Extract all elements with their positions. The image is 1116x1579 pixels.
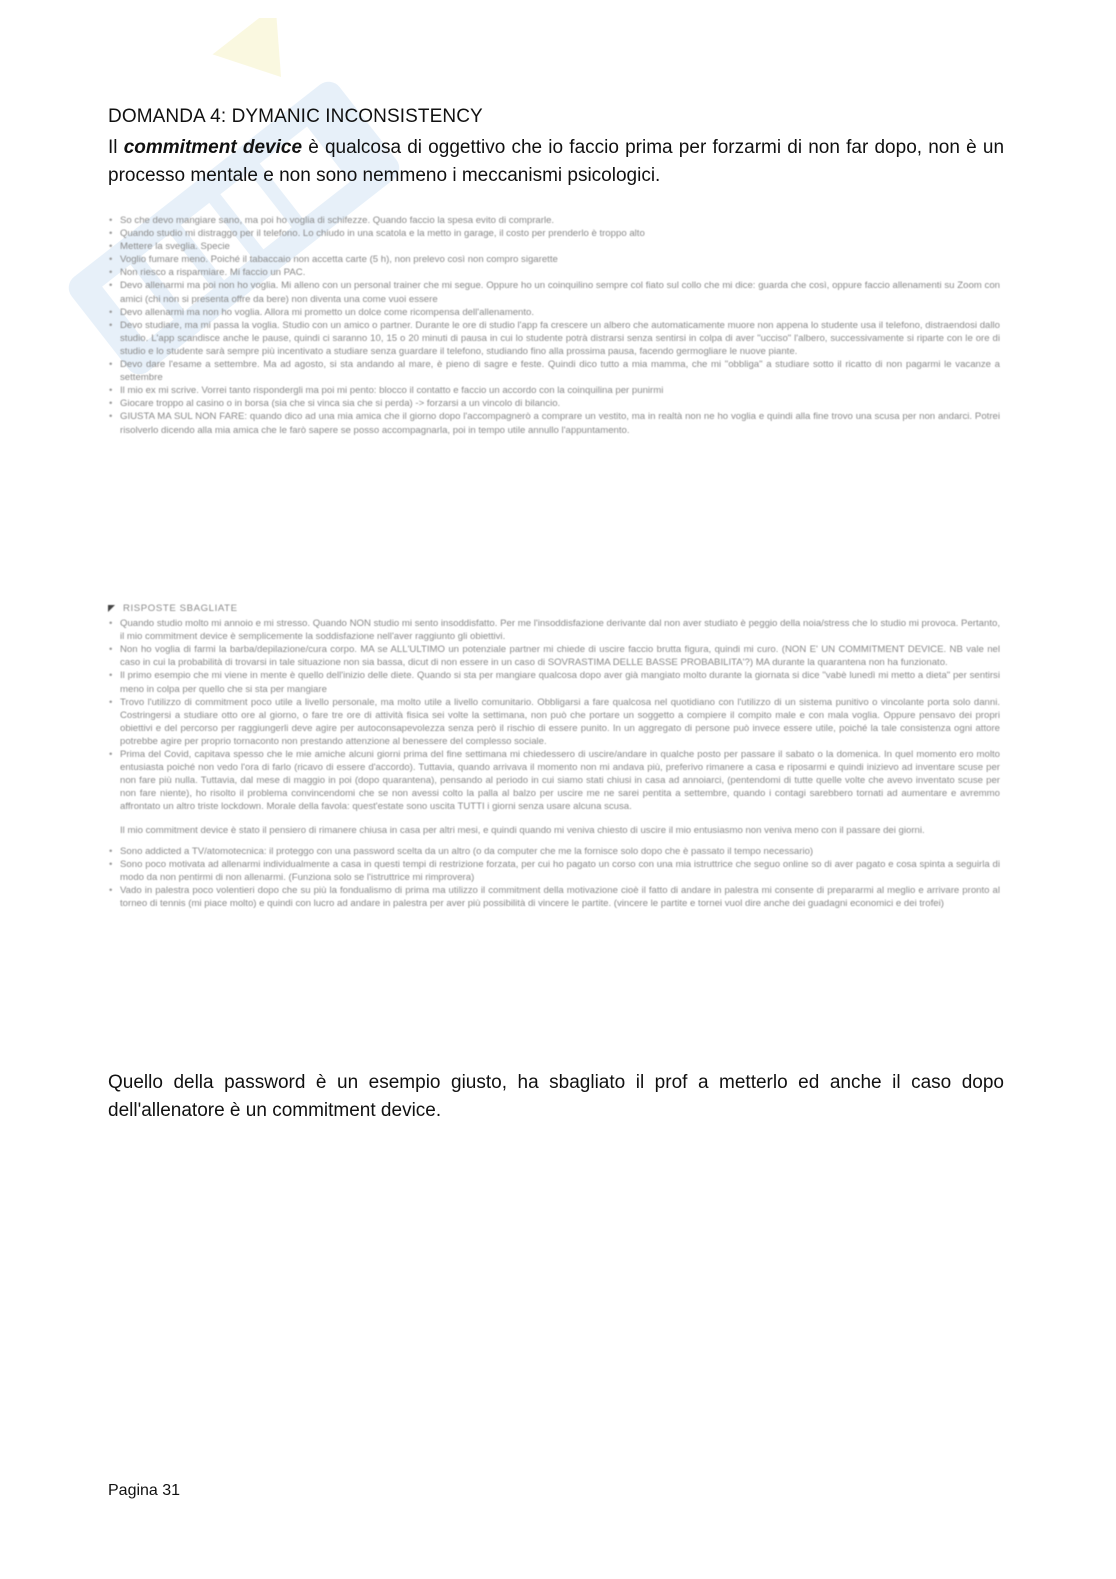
list-item: • Il primo esempio che mi viene in mente è quello dell'inizio delle diete. Quando si sta per mangiare qualcosa dopo aver già mangiato molto durante la giornata si dice "vabè lunedì mi metto a dieta" per sentirsi meno in colpa per quello che si sta per mangiare: [120, 669, 1000, 695]
page-heading: DOMANDA 4: DYMANIC INCONSISTENCY: [108, 106, 483, 127]
list-item: • So che devo mangiare sano, ma poi ho voglia di schifezze. Quando faccio la spesa evito di comprarle.: [120, 214, 1000, 227]
intro-paragraph: [108, 134, 1004, 190]
wrong-answers-label: [108, 602, 1000, 615]
list-item: • Quando studio mi distraggo per il telefono. Lo chiudo in una scatola e la metto in garage, il costo per prenderlo è troppo alto: [120, 227, 1000, 240]
scanned-examples-block: [108, 214, 1000, 437]
list-item: • Quando studio molto mi annoio e mi stresso. Quando NON studio mi sento insoddisfatto. Per me l'insoddisfazione derivante dal non aver studiato è peggio della noia/stress che lo studio mi provoca. Pertanto, il mio commitment device è semplicemente la soddisfazione nell'aver raggiunto gli obiettivi.: [120, 617, 1000, 643]
scanned-wrong-answers-block: [108, 602, 1000, 910]
list-item: • Non riesco a risparmiare. Mi faccio un PAC.: [120, 266, 1000, 279]
wrong-answers-list: [108, 617, 1000, 813]
list-item: • Sono addicted a TV/atomotecnica: il proteggo con una password scelta da un altro (o da computer che me la fornisce solo dopo che è passato il tempo necessario): [120, 845, 1000, 858]
list-item: • Il mio ex mi scrive. Vorrei tanto rispondergli ma poi mi pento: blocco il contatto e faccio un accordo con la coinquilina per punirmi: [120, 384, 1000, 397]
list-item: • Sono poco motivata ad allenarmi individualmente a casa in questi tempi di restrizione forzata, per cui ho pagato un corso con una mia istruttrice che seguo online so di aver pagato e cosa spinta a seguirla di modo da non pentirmi di non allenarmi. (Funziona solo se l'istruttrice mi rimprovera): [120, 858, 1000, 884]
commitment-device-term: commitment device: [123, 137, 303, 158]
list-item: • Mettere la sveglia. Specie: [120, 240, 1000, 253]
list-item: • Non ho voglia di farmi la barba/depilazione/cura corpo. MA se ALL'ULTIMO un potenziale partner mi chiede di uscire faccio brutta figura, quindi mi curo. (NON E' UN COMMITMENT DEVICE. NB vale nel caso in cui la probabilità di trovarsi in tale situazione non sia bassa, dicut di non essere in un caso di SOVRASTIMA DELLE BASSE PROBABILITA'?) MA durante la quarantena non ha funzionato.: [120, 643, 1000, 669]
wrong-answers-list-2: [108, 845, 1000, 910]
conclusion-paragraph: Quello della password è un esempio giusto, ha sbagliato il prof a metterlo ed anche il caso dopo dell'allenatore è un commitment device.: [108, 1072, 1004, 1121]
list-item: • Devo allenarmi ma poi non ho voglia. Mi alleno con un personal trainer che mi segue. Oppure ho un coinquilino sempre col fiato sul collo che mi dice: guarda che così, oppure faccio allenamenti su Zoom con amici (chi non si presenta offre da bere) non diventa una come vuoi essere: [120, 279, 1000, 305]
intro-rest: è qualcosa di oggettivo che io faccio prima per forzarmi di non far dopo, non è un processo mentale e non sono nemmeno i meccanismi psicologici.: [108, 137, 1005, 186]
wrong-answers-paragraph: Il mio commitment device è stato il pensiero di rimanere chiusa in casa per altri mesi, e quindi quando mi veniva chiesto di uscire il mio entusiasmo non veniva meno con il passare dei giorni.: [120, 824, 925, 836]
list-item: • Giocare troppo al casino o in borsa (sia che si vinca sia che si perda) -> forzarsi a un vincolo di bilancio.: [120, 397, 1000, 410]
list-item: • Devo studiare, ma mi passa la voglia. Studio con un amico o partner. Durante le ore di studio l'app fa crescere un albero che automaticamente muore non appena lo studente usa il telefono, distraendosi dallo studio. L'app scandisce anche le pause, quindi ci saranno 10, 15 o 20 minuti di pausa in cui lo studente potrà distrarsi senza sentirsi in colpa di aver "ucciso" l'albero, successivamente si riparte con le ore di studio e lo studente sarà sempre più incentivato a studiare senza guardare il telefono, studiando fino alla prossima pausa, facendo germogliare le nuove piante.: [120, 319, 1000, 358]
list-item: • Vado in palestra poco volentieri dopo che su più la fondualismo di prima ma utilizzo il commitment della motivazione cioè il fatto di andare in palestra mi consente di prepararmi al meglio e arrivare pronto al torneo di tennis (mi piace molto) e quindi con lucro ad andare in palestra per aver più possibilità di vincere le partite. (vincere le partite e tornei vuol dire anche dei guadagni economici e dei trofei): [120, 884, 1000, 910]
intro-prefix: Il: [108, 137, 124, 158]
list-item: • Devo dare l'esame a settembre. Ma ad agosto, si sta andando al mare, è pieno di sagre e feste. Quindi dico tutto a mia mamma, che mi "obbliga" a studiare sotto il ricatto di non pagarmi le vacanze a settembre: [120, 358, 1000, 384]
list-item: • GIUSTA MA SUL NON FARE: quando dico ad una mia amica che il giorno dopo l'accompagnerò a comprare un vestito, ma in realtà non ne ho voglia e quindi alla fine trovo una scusa per non andarci. Potrei risolverlo dicendo alla mia amica che le farò sapere se posso accompagnarla, poi in tempo utile annullo l'appuntamento.: [120, 410, 1000, 436]
wrong-answers-title: RISPOSTE SBAGLIATE: [123, 603, 238, 614]
list-item: • Trovo l'utilizzo di commitment poco utile a livello personale, ma molto utile a livello comunitario. Obbligarsi a fare qualcosa nel quotidiano con l'utilizzo di un sistema punitivo o vincolante porta solo danni. Costringersi a studiare otto ore al giorno, o fare tre ore di attività fisica sei volte la settimana, non può che portare un soggetto a compiere il compito male e con mala voglia. Oppure pensavo dei propri obiettivi e del percorso per raggiungerli deve agire per autoconsapevolezza senza però il rischio di essere punito. In un aggregato di persone può invece essere utile, poiché la tale consistenza ogni attore potrebbe agire per proprio tornaconto non prestando attenzione al benessere del complesso sociale.: [120, 696, 1000, 748]
list-item: • Voglio fumare meno. Poiché il tabaccaio non accetta carte (5 h), non prelevo così non compro sigarette: [120, 253, 1000, 266]
page-number: Pagina 31: [108, 1482, 181, 1499]
triangle-marker-icon: [108, 605, 115, 612]
list-item: • Devo allenarmi ma non ho voglia. Allora mi prometto un dolce come ricompensa dell'allenamento.: [120, 306, 1000, 319]
list-item: • Prima del Covid, capitava spesso che le mie amiche alcuni giorni prima del fine settimana mi chiedessero di uscire/andare in qualche posto per passare il sabato o la domenica. In quel momento ero molto entusiasta poiché non vedo l'ora di farlo (ricavo di essere d'accordo). Tuttavia, quando arrivava il momento non mi andava più, preferivo rimanere a casa e riposarmi e quindi inizievo ad inventare scuse per non fare più nulla. Tuttavia, dal mese di maggio in poi (dopo quarantena), pensando al periodo in cui siamo stati chiusi in casa ad annoiarci, (pentendomi di tutte quelle volte che avevo inventato scuse per non fare niente), ho risolto il problema convincendomi che se non avessi colto la palla al balzo per uscire me ne sarei pentita a settembre, quando i contagi sarebbero tornati ad aumentare e avremmo affrontato un altro triste lockdown. Morale della favola: quest'estate sono uscita TUTTI i giorni senza usare alcuna scusa.: [120, 748, 1000, 813]
examples-list: [108, 214, 1000, 437]
